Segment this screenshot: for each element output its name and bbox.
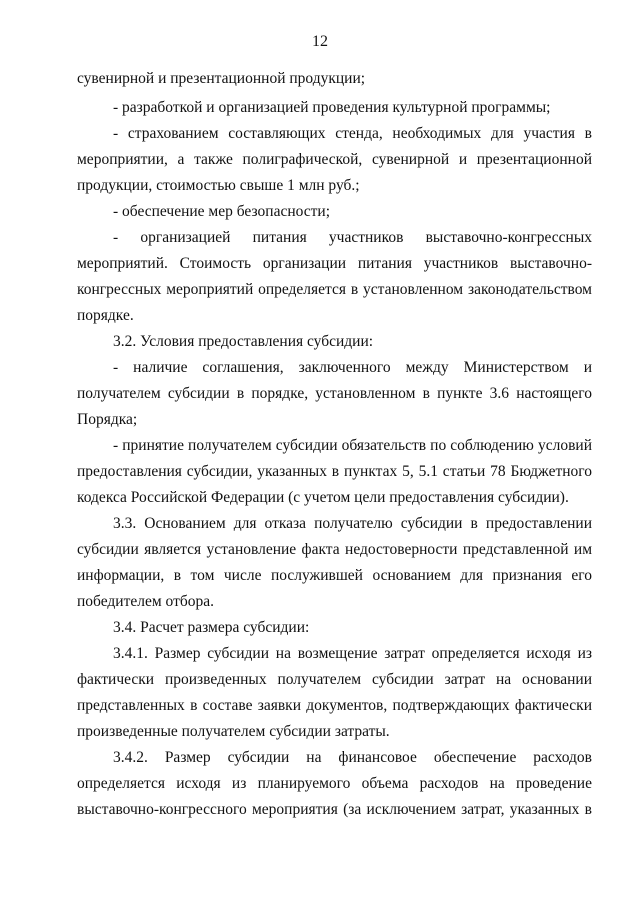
text-line: субсидии является установление факта недостоверности представленной им (77, 541, 592, 558)
text-line: 3.4.2. Размер субсидии на финансовое обеспечение расходов (113, 749, 592, 766)
text-line: информации, в том числе послужившей основанием для признания его (77, 567, 592, 584)
text-line: фактически произведенных получателем субсидии затрат на основании (77, 671, 592, 688)
section-heading: 3.4. Расчет размера субсидии: (113, 619, 310, 636)
text-line: представленных в составе заявки документов, подтверждающих фактически (77, 697, 592, 714)
text-line: получателем субсидии в порядке, установленном в пункте 3.6 настоящего (77, 385, 592, 402)
text-line: - разработкой и организацией проведения культурной программы; (113, 99, 551, 116)
section-heading: 3.2. Условия предоставления субсидии: (113, 333, 374, 350)
text-line: продукции, стоимостью свыше 1 млн руб.; (77, 177, 360, 194)
text-line: Порядка; (77, 411, 138, 428)
text-line: - обеспечение мер безопасности; (113, 203, 331, 220)
text-line: 3.4.1. Размер субсидии на возмещение затрат определяется исходя из (113, 645, 592, 662)
text-line: определяется исходя из планируемого объема расходов на проведение (77, 775, 592, 792)
text-line: выставочно-конгрессного мероприятия (за исключением затрат, указанных в (77, 801, 592, 818)
text-line: - страхованием составляющих стенда, необходимых для участия в (113, 125, 592, 142)
text-line: 3.3. Основанием для отказа получателю субсидии в предоставлении (113, 515, 592, 532)
text-line: - наличие соглашения, заключенного между Министерством и (113, 359, 592, 376)
text-line: порядке. (77, 307, 134, 324)
page-number: 12 (312, 33, 328, 50)
text-line: предоставления субсидии, указанных в пунктах 5, 5.1 статьи 78 Бюджетного (77, 463, 592, 480)
text-line: победителем отбора. (77, 593, 214, 610)
text-line: мероприятий. Стоимость организации питания участников выставочно- (77, 255, 592, 272)
text-line: мероприятии, а также полиграфической, сувенирной и презентационной (77, 151, 592, 168)
text-line: - принятие получателем субсидии обязательств по соблюдению условий (113, 437, 592, 454)
text-line: - организацией питания участников выставочно-конгрессных (113, 229, 592, 246)
text-line: сувенирной и презентационной продукции; (77, 70, 366, 87)
text-line: кодекса Российской Федерации (с учетом цели предоставления субсидии). (77, 489, 569, 506)
text-line: конгрессных мероприятий определяется в установленном законодательством (77, 281, 592, 298)
text-line: произведенные получателем субсидии затраты. (77, 723, 390, 740)
